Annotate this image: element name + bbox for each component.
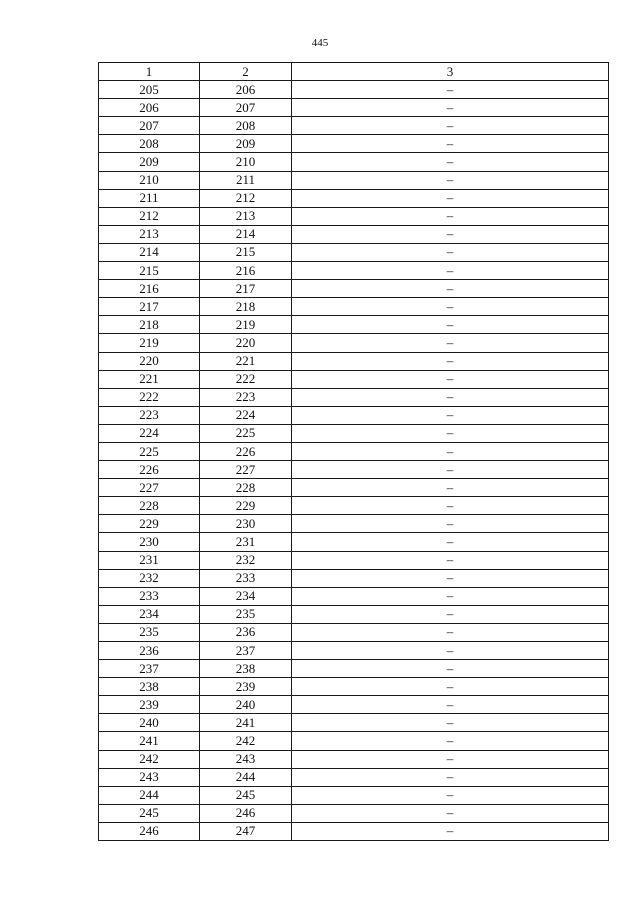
column-header-2: 2	[200, 63, 292, 81]
table-cell-col-2: 212	[200, 189, 292, 207]
table-cell-col-2: 208	[200, 117, 292, 135]
table-cell-col-3: –	[292, 81, 609, 99]
table-cell-col-2: 243	[200, 750, 292, 768]
table-row	[99, 551, 609, 569]
table-row	[99, 714, 609, 732]
table-cell-col-2: 225	[200, 424, 292, 442]
table-row	[99, 117, 609, 135]
table-cell-col-1: 236	[99, 642, 200, 660]
table-cell-col-2: 241	[200, 714, 292, 732]
table-cell-col-3: –	[292, 497, 609, 515]
table-cell-col-2: 226	[200, 442, 292, 460]
table-cell-col-1: 218	[99, 316, 200, 334]
table-cell-col-2: 242	[200, 732, 292, 750]
table-cell-col-3: –	[292, 551, 609, 569]
table-cell-col-3: –	[292, 406, 609, 424]
table-cell-col-1: 223	[99, 406, 200, 424]
table-cell-col-2: 220	[200, 334, 292, 352]
table-row	[99, 262, 609, 280]
table-cell-col-2: 244	[200, 768, 292, 786]
table-cell-col-3: –	[292, 153, 609, 171]
table-row	[99, 497, 609, 515]
table-cell-col-3: –	[292, 660, 609, 678]
table-cell-col-1: 229	[99, 515, 200, 533]
table-cell-col-1: 215	[99, 262, 200, 280]
table-cell-col-1: 208	[99, 135, 200, 153]
data-table	[98, 62, 609, 841]
table-cell-col-1: 224	[99, 424, 200, 442]
table-cell-col-1: 216	[99, 280, 200, 298]
table-cell-col-1: 241	[99, 732, 200, 750]
table-cell-col-3: –	[292, 479, 609, 497]
table-cell-col-3: –	[292, 117, 609, 135]
table-cell-col-1: 244	[99, 786, 200, 804]
table-row	[99, 406, 609, 424]
table-row	[99, 171, 609, 189]
table-row	[99, 153, 609, 171]
table-cell-col-2: 210	[200, 153, 292, 171]
table-cell-col-2: 227	[200, 461, 292, 479]
table-cell-col-1: 242	[99, 750, 200, 768]
table-cell-col-2: 235	[200, 605, 292, 623]
table-cell-col-1: 211	[99, 189, 200, 207]
table-row	[99, 189, 609, 207]
table-cell-col-2: 229	[200, 497, 292, 515]
table-cell-col-2: 239	[200, 678, 292, 696]
column-header-3: 3	[292, 63, 609, 81]
table-row	[99, 479, 609, 497]
table-row	[99, 660, 609, 678]
table-cell-col-3: –	[292, 569, 609, 587]
header-row	[99, 63, 609, 81]
table-cell-col-1: 205	[99, 81, 200, 99]
table-row	[99, 442, 609, 460]
table-cell-col-2: 240	[200, 696, 292, 714]
table-cell-col-1: 220	[99, 352, 200, 370]
column-header-1: 1	[99, 63, 200, 81]
table-cell-col-1: 227	[99, 479, 200, 497]
table-cell-col-2: 221	[200, 352, 292, 370]
table-cell-col-3: –	[292, 316, 609, 334]
table-row	[99, 370, 609, 388]
table-cell-col-1: 226	[99, 461, 200, 479]
table-cell-col-2: 234	[200, 587, 292, 605]
table-header	[99, 63, 609, 81]
table-row	[99, 768, 609, 786]
table-cell-col-2: 230	[200, 515, 292, 533]
table-row	[99, 732, 609, 750]
table-cell-col-1: 207	[99, 117, 200, 135]
table-cell-col-1: 235	[99, 623, 200, 641]
table-cell-col-3: –	[292, 732, 609, 750]
table-cell-col-2: 218	[200, 298, 292, 316]
table-cell-col-1: 231	[99, 551, 200, 569]
table-cell-col-3: –	[292, 461, 609, 479]
table-row	[99, 280, 609, 298]
table-cell-col-3: –	[292, 714, 609, 732]
table-row	[99, 461, 609, 479]
table-row	[99, 822, 609, 840]
table-cell-col-2: 236	[200, 623, 292, 641]
table-cell-col-1: 239	[99, 696, 200, 714]
table-cell-col-2: 213	[200, 207, 292, 225]
table-cell-col-2: 214	[200, 225, 292, 243]
table-cell-col-1: 219	[99, 334, 200, 352]
table-cell-col-3: –	[292, 750, 609, 768]
table-row	[99, 81, 609, 99]
table-row	[99, 587, 609, 605]
table-cell-col-2: 245	[200, 786, 292, 804]
table-cell-col-2: 219	[200, 316, 292, 334]
table-cell-col-3: –	[292, 171, 609, 189]
table-row	[99, 424, 609, 442]
table-cell-col-1: 214	[99, 243, 200, 261]
table-body	[99, 81, 609, 841]
table-row	[99, 298, 609, 316]
table-cell-col-3: –	[292, 262, 609, 280]
table-cell-col-3: –	[292, 424, 609, 442]
table-cell-col-1: 225	[99, 442, 200, 460]
table-cell-col-3: –	[292, 786, 609, 804]
table-row	[99, 334, 609, 352]
table-cell-col-2: 232	[200, 551, 292, 569]
table-cell-col-3: –	[292, 605, 609, 623]
table-cell-col-3: –	[292, 642, 609, 660]
table-cell-col-3: –	[292, 804, 609, 822]
table-row	[99, 515, 609, 533]
table-cell-col-2: 223	[200, 388, 292, 406]
table-cell-col-1: 245	[99, 804, 200, 822]
table-cell-col-1: 217	[99, 298, 200, 316]
table-cell-col-2: 216	[200, 262, 292, 280]
table-cell-col-3: –	[292, 623, 609, 641]
table-cell-col-1: 228	[99, 497, 200, 515]
table-cell-col-3: –	[292, 822, 609, 840]
table-cell-col-1: 209	[99, 153, 200, 171]
table-cell-col-1: 213	[99, 225, 200, 243]
table-row	[99, 352, 609, 370]
table-cell-col-1: 212	[99, 207, 200, 225]
table-cell-col-3: –	[292, 442, 609, 460]
table-row	[99, 316, 609, 334]
table-row	[99, 623, 609, 641]
table-row	[99, 243, 609, 261]
table-cell-col-1: 243	[99, 768, 200, 786]
table-cell-col-1: 240	[99, 714, 200, 732]
table-cell-col-2: 224	[200, 406, 292, 424]
table-cell-col-2: 237	[200, 642, 292, 660]
table-cell-col-1: 237	[99, 660, 200, 678]
table-cell-col-2: 238	[200, 660, 292, 678]
table-cell-col-3: –	[292, 135, 609, 153]
table-cell-col-3: –	[292, 533, 609, 551]
table-cell-col-3: –	[292, 243, 609, 261]
table-row	[99, 696, 609, 714]
table-row	[99, 750, 609, 768]
table-cell-col-1: 234	[99, 605, 200, 623]
page-number: 445	[311, 37, 329, 49]
table-row	[99, 207, 609, 225]
table-cell-col-1: 230	[99, 533, 200, 551]
table-cell-col-1: 238	[99, 678, 200, 696]
table-row	[99, 786, 609, 804]
table-cell-col-3: –	[292, 207, 609, 225]
table-row	[99, 678, 609, 696]
table-cell-col-1: 206	[99, 99, 200, 117]
table-row	[99, 388, 609, 406]
table-cell-col-3: –	[292, 352, 609, 370]
table-cell-col-1: 232	[99, 569, 200, 587]
table-row	[99, 533, 609, 551]
table-cell-col-3: –	[292, 696, 609, 714]
table-row	[99, 99, 609, 117]
table-cell-col-1: 221	[99, 370, 200, 388]
table-cell-col-3: –	[292, 370, 609, 388]
table-cell-col-3: –	[292, 334, 609, 352]
table-row	[99, 605, 609, 623]
table-cell-col-2: 222	[200, 370, 292, 388]
table-cell-col-2: 206	[200, 81, 292, 99]
table-cell-col-3: –	[292, 678, 609, 696]
table-cell-col-3: –	[292, 280, 609, 298]
table-cell-col-2: 211	[200, 171, 292, 189]
table-row	[99, 135, 609, 153]
table-cell-col-3: –	[292, 388, 609, 406]
table-cell-col-1: 233	[99, 587, 200, 605]
table-row	[99, 642, 609, 660]
table-cell-col-2: 231	[200, 533, 292, 551]
table-cell-col-3: –	[292, 587, 609, 605]
table-cell-col-3: –	[292, 225, 609, 243]
table-cell-col-3: –	[292, 99, 609, 117]
table-cell-col-1: 246	[99, 822, 200, 840]
table-cell-col-3: –	[292, 298, 609, 316]
table-row	[99, 225, 609, 243]
table-cell-col-2: 246	[200, 804, 292, 822]
table-cell-col-2: 215	[200, 243, 292, 261]
table-cell-col-2: 207	[200, 99, 292, 117]
table-cell-col-3: –	[292, 515, 609, 533]
table-row	[99, 804, 609, 822]
table-cell-col-3: –	[292, 768, 609, 786]
table-cell-col-2: 233	[200, 569, 292, 587]
table-cell-col-2: 247	[200, 822, 292, 840]
table-cell-col-1: 210	[99, 171, 200, 189]
table-cell-col-2: 228	[200, 479, 292, 497]
table-row	[99, 569, 609, 587]
table-cell-col-2: 209	[200, 135, 292, 153]
table-cell-col-3: –	[292, 189, 609, 207]
table-cell-col-1: 222	[99, 388, 200, 406]
table-cell-col-2: 217	[200, 280, 292, 298]
